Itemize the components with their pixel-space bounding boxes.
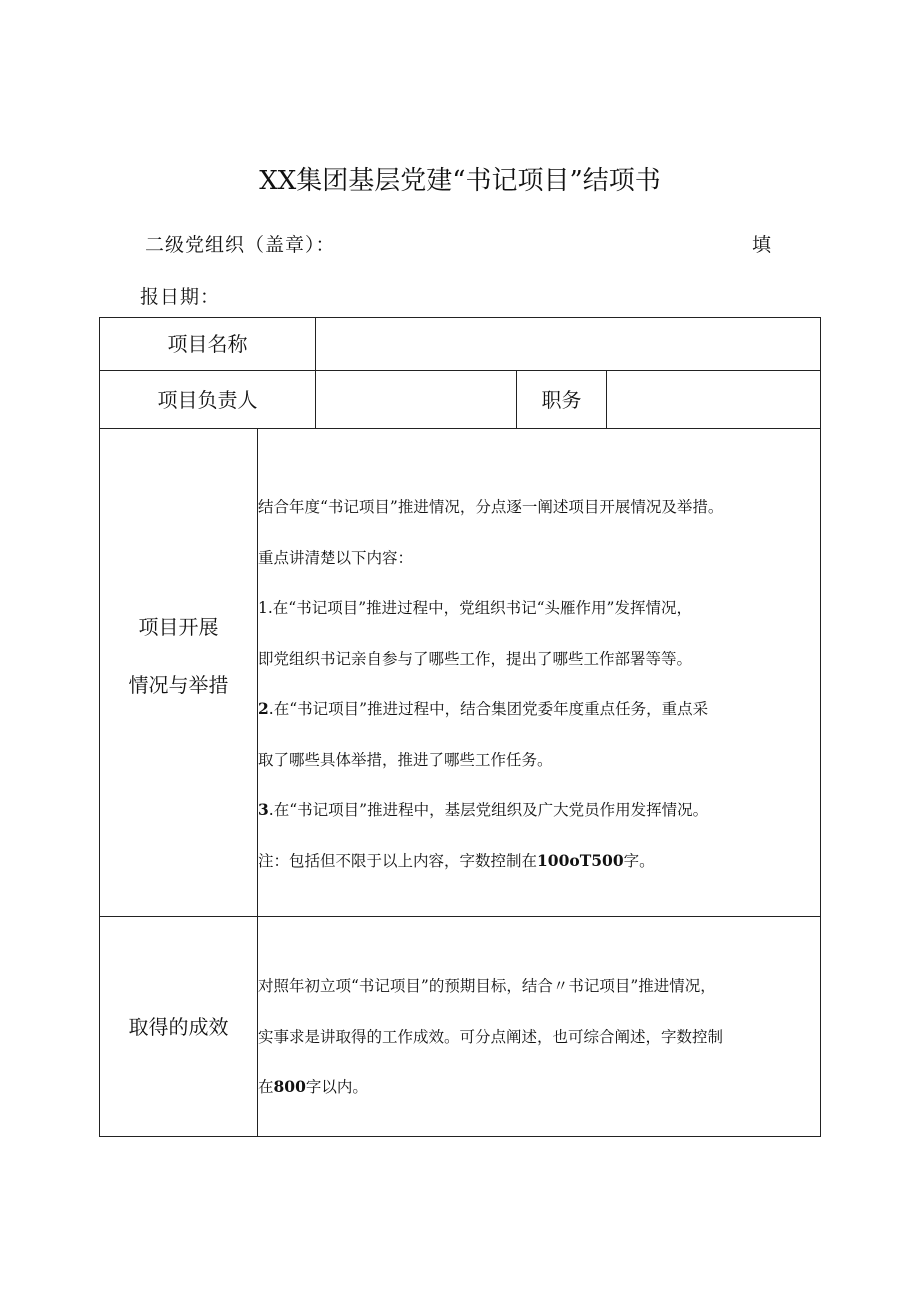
- progress-line: 即党组织书记亲自参与了哪些工作，提出了哪些工作部署等等。: [258, 649, 693, 668]
- project-leader-label: 项目负责人: [157, 387, 258, 412]
- results-prefix: 在: [258, 1078, 274, 1096]
- note-suffix: 字。: [623, 851, 655, 870]
- document-title: XX集团基层党建“书记项目”结项书: [259, 166, 661, 196]
- results-label: 取得的成效: [128, 1014, 229, 1039]
- progress-line: 结合年度“书记项目”推进情况，分点逐一阐述项目开展情况及举措。: [258, 498, 724, 516]
- fill-label: 填: [752, 234, 772, 256]
- item-text: .在“书记项目”推进程中，基层党组织及广大党员作用发挥情况。: [268, 801, 709, 819]
- progress-item-2: [258, 684, 820, 735]
- project-name-field[interactable]: [316, 318, 820, 370]
- project-name-label: 项目名称: [167, 332, 248, 356]
- project-leader-field[interactable]: [316, 371, 516, 428]
- note-prefix: 注：包括但不限于以上内容，字数控制在: [258, 851, 538, 870]
- results-number: 800: [273, 1077, 306, 1096]
- results-line: 实事求是讲取得的工作成效。可分点阐述，也可综合阐述，字数控制: [258, 1027, 724, 1046]
- item-number: 3: [258, 800, 269, 819]
- progress-line: 1.在“书记项目”推进过程中，党组织书记“头雁作用”发挥情况，: [258, 599, 692, 617]
- progress-label: [100, 429, 257, 916]
- results-suffix: 字以内。: [305, 1078, 368, 1096]
- progress-line: 取了哪些具体举措，推进了哪些工作任务。: [258, 750, 553, 769]
- results-line-3: [258, 1062, 820, 1113]
- results-content[interactable]: [258, 961, 820, 1113]
- item-number: 2: [258, 699, 269, 718]
- progress-note: [258, 836, 820, 887]
- position-label: 职务: [541, 387, 582, 412]
- org-label: 二级党组织（盖章）：: [145, 234, 336, 256]
- item-text: .在“书记项目”推进过程中，结合集团党委年度重点任务，重点采: [268, 700, 709, 718]
- results-line: 对照年初立项“书记项目”的预期目标，结合〃书记项目”推进情况，: [258, 977, 716, 995]
- progress-label-line2: 情况与举措: [128, 672, 229, 697]
- progress-item-3: [258, 785, 820, 836]
- progress-content[interactable]: [258, 482, 820, 886]
- position-field[interactable]: [607, 371, 820, 428]
- form-table: [99, 317, 821, 1137]
- date-label: 报日期：: [140, 286, 221, 308]
- progress-line: 重点讲清楚以下内容：: [258, 548, 414, 567]
- progress-label-line1: 项目开展: [138, 614, 219, 639]
- note-number: 100oT500: [537, 850, 624, 870]
